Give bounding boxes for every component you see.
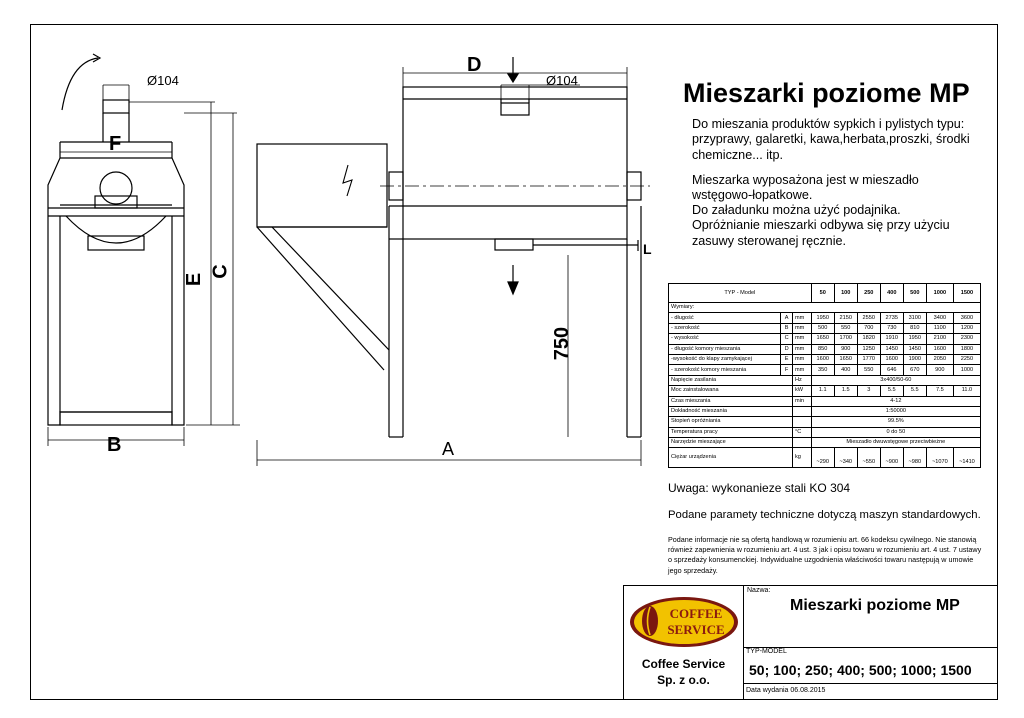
title-block	[623, 585, 997, 699]
spec-value: 1100	[926, 323, 953, 333]
label-A: A	[442, 439, 455, 459]
spec-unit: mm	[793, 313, 812, 323]
spec-value: 3600	[953, 313, 980, 323]
electrical-symbol	[343, 165, 352, 196]
note-material: Uwaga: wykonanieze stali KO 304	[668, 481, 851, 495]
spec-value: 2150	[834, 313, 857, 323]
spec-dimension-row	[669, 344, 981, 354]
left-view-body	[48, 142, 184, 425]
spec-row-narzedzie	[669, 438, 981, 448]
company-name-line1: Coffee Service	[641, 657, 726, 671]
spec-model: 250	[857, 284, 880, 303]
spec-value: 7.5	[926, 386, 953, 396]
spec-label: Moc zainstalowana	[669, 386, 793, 396]
spec-value: 646	[880, 365, 903, 375]
label-C: C	[209, 264, 232, 279]
description-usage: Do mieszania produktów sypkich i pylistych typu: przyprawy, galaretki, kawa,herbata,proszki, środki chemiczne... itp.	[692, 117, 970, 162]
label-E: E	[183, 272, 206, 287]
spec-value: 1650	[834, 354, 857, 364]
spec-dimension-row	[669, 323, 981, 333]
spec-unit: mm	[793, 365, 812, 375]
spec-value: 1800	[953, 344, 980, 354]
spec-unit: kW	[793, 386, 812, 396]
spec-header-label: TYP - Model	[669, 284, 812, 303]
dim-750: 750	[551, 326, 574, 361]
spec-label: - wysokość	[669, 334, 781, 344]
spec-value: 1:50000	[811, 406, 980, 416]
page-title: Mieszarki poziome MP	[683, 78, 970, 108]
spec-value: 850	[811, 344, 834, 354]
spec-value: 700	[857, 323, 880, 333]
spec-unit: Hz	[793, 375, 812, 385]
description-equipment: Mieszarka wyposażona jest w mieszadło wstęgowo-łopatkowe.	[692, 173, 919, 203]
spec-value: 5.5	[880, 386, 903, 396]
spec-unit: °C	[793, 427, 812, 437]
spec-label: - długość	[669, 313, 781, 323]
spec-label: - szerokość	[669, 323, 781, 333]
spec-value: 1950	[811, 313, 834, 323]
spec-row-moc	[669, 386, 981, 396]
typ-model-label: TYP-MODEL	[746, 648, 787, 655]
spec-value: ~290	[811, 448, 834, 468]
spec-unit	[793, 417, 812, 427]
spec-label: Napięcie zasilania	[669, 375, 793, 385]
spec-row-stopien	[669, 417, 981, 427]
spec-value: 1450	[880, 344, 903, 354]
company-name	[624, 656, 743, 688]
spec-header-row	[669, 284, 981, 303]
left-inlet	[103, 100, 129, 113]
mixing-chamber	[403, 87, 627, 239]
spec-row-ciezar	[669, 448, 981, 468]
logo-text-bottom: SERVICE	[667, 622, 725, 637]
spec-row-napiecie	[669, 375, 981, 385]
spec-value: ~340	[834, 448, 857, 468]
spec-value: 810	[903, 323, 926, 333]
spec-value: 1650	[811, 334, 834, 344]
spec-value: ~550	[857, 448, 880, 468]
spec-row-dokladnosc	[669, 406, 981, 416]
description-loading: Do załadunku można użyć podajnika. Opróżnianie mieszarki odbywa się przy użyciu zasuwy sterowanej ręcznie.	[692, 203, 950, 248]
spec-unit	[793, 438, 812, 448]
spec-label: -wysokość do klapy zamykającej	[669, 354, 781, 364]
nazwa-label: Nazwa:	[747, 587, 771, 594]
spec-value: ~1410	[953, 448, 980, 468]
spec-value: 11.0	[953, 386, 980, 396]
spec-value: 900	[834, 344, 857, 354]
spec-value: 3x400/50-60	[811, 375, 980, 385]
spec-value: 1770	[857, 354, 880, 364]
drive-box	[257, 144, 387, 227]
spec-value: 1950	[903, 334, 926, 344]
spec-value: 900	[926, 365, 953, 375]
spec-value: 1600	[811, 354, 834, 364]
spec-value: 1900	[903, 354, 926, 364]
right-inlet	[501, 103, 529, 115]
spec-unit: mm	[793, 354, 812, 364]
spec-value: Mieszadło dwuwstęgowe przeciwbieżne	[811, 438, 980, 448]
label-F: F	[109, 133, 122, 155]
spec-label: - szerokość komory mieszania	[669, 365, 781, 375]
spec-letter: A	[781, 313, 793, 323]
spec-value: 730	[880, 323, 903, 333]
spec-value: 3100	[903, 313, 926, 323]
spec-label: Dokładność mieszania	[669, 406, 793, 416]
spec-letter: D	[781, 344, 793, 354]
company-logo	[628, 594, 740, 650]
spec-label: Stopień opróżniania	[669, 417, 793, 427]
spec-row-czas	[669, 396, 981, 406]
spec-group-label: Wymiary:	[669, 303, 981, 313]
discharge-gate	[495, 239, 533, 250]
company-name-line2: Sp. z o.o.	[657, 673, 710, 687]
spec-value: 0 do 50	[811, 427, 980, 437]
spec-value: 1700	[834, 334, 857, 344]
trough	[66, 216, 166, 243]
spec-value: 1000	[953, 365, 980, 375]
spec-value: 1600	[880, 354, 903, 364]
spec-unit: min	[793, 396, 812, 406]
rotation-arrow	[62, 58, 98, 110]
spec-dimension-rows	[669, 313, 981, 375]
spec-value: 2250	[953, 354, 980, 364]
spec-model: 500	[903, 284, 926, 303]
spec-value: 350	[811, 365, 834, 375]
spec-dimension-row	[669, 334, 981, 344]
spec-value: ~900	[880, 448, 903, 468]
spec-unit	[793, 406, 812, 416]
label-L: L	[643, 241, 652, 257]
spec-model: 400	[880, 284, 903, 303]
spec-unit: kg	[793, 448, 812, 468]
spec-value: 500	[811, 323, 834, 333]
spec-group-row	[669, 303, 981, 313]
spec-value: 400	[834, 365, 857, 375]
typ-model-value: 50; 100; 250; 400; 500; 1000; 1500	[749, 662, 972, 678]
spec-row-temperatura	[669, 427, 981, 437]
spec-value: 1910	[880, 334, 903, 344]
spec-dimension-row	[669, 354, 981, 364]
spec-value: 2050	[926, 354, 953, 364]
nazwa-value: Mieszarki poziome MP	[790, 597, 960, 614]
spec-letter: C	[781, 334, 793, 344]
spec-value: 3400	[926, 313, 953, 323]
spec-letter: F	[781, 365, 793, 375]
note-legal: Podane informacje nie są ofertą handlową w rozumieniu art. 66 kodeksu cywilnego. Nie stanowią również zapewnienia w rozumieniu art. 4 ust. 3 jak i opisu towaru w rozumieniu art. 4 ust. 7 ustawy o sprzedaży konsumenckiej. Indywidualne uzgodnienia właściwości towaru następują w umowie jego sprzedaży.	[668, 535, 982, 575]
label-B: B	[107, 434, 122, 456]
spec-unit: mm	[793, 344, 812, 354]
spec-value: 1.5	[834, 386, 857, 396]
spec-unit: mm	[793, 334, 812, 344]
spec-letter: E	[781, 354, 793, 364]
spec-unit: mm	[793, 323, 812, 333]
spec-dimension-row	[669, 365, 981, 375]
shaft-bearing	[100, 172, 132, 204]
spec-value: ~980	[903, 448, 926, 468]
spec-label: Narzędzie mieszające	[669, 438, 793, 448]
spec-value: ~1070	[926, 448, 953, 468]
dim-d104-left: Ø104	[147, 73, 179, 88]
spec-value: 1600	[926, 344, 953, 354]
spec-value: 1820	[857, 334, 880, 344]
spec-value: 3	[857, 386, 880, 396]
spec-model: 1000	[926, 284, 953, 303]
spec-letter: B	[781, 323, 793, 333]
spec-value: 550	[834, 323, 857, 333]
spec-label: Czas mieszania	[669, 396, 793, 406]
spec-value: 2735	[880, 313, 903, 323]
spec-label: Ciężar urządzenia	[669, 448, 793, 468]
dim-d104-right: Ø104	[546, 73, 578, 88]
spec-value: 99.5%	[811, 417, 980, 427]
label-D: D	[467, 54, 482, 76]
note-standard: Podane paramety techniczne dotyczą maszyn standardowych.	[668, 509, 981, 521]
spec-value: 1.1	[811, 386, 834, 396]
spec-value: 670	[903, 365, 926, 375]
spec-label: Temperatura pracy	[669, 427, 793, 437]
spec-value: 2300	[953, 334, 980, 344]
spec-value: 4-12	[811, 396, 980, 406]
logo-text-top: COFFEE	[669, 606, 723, 621]
spec-value: 1250	[857, 344, 880, 354]
issue-date: Data wydania 06.08.2015	[746, 687, 826, 694]
spec-model: 50	[811, 284, 834, 303]
spec-value: 1200	[953, 323, 980, 333]
spec-value: 2550	[857, 313, 880, 323]
spec-value: 1450	[903, 344, 926, 354]
spec-value: 2100	[926, 334, 953, 344]
spec-model: 1500	[953, 284, 980, 303]
spec-model: 100	[834, 284, 857, 303]
spec-table	[668, 283, 981, 468]
spec-label: - długość komory mieszania	[669, 344, 781, 354]
spec-dimension-row	[669, 313, 981, 323]
spec-value: 550	[857, 365, 880, 375]
spec-value: 5.5	[903, 386, 926, 396]
